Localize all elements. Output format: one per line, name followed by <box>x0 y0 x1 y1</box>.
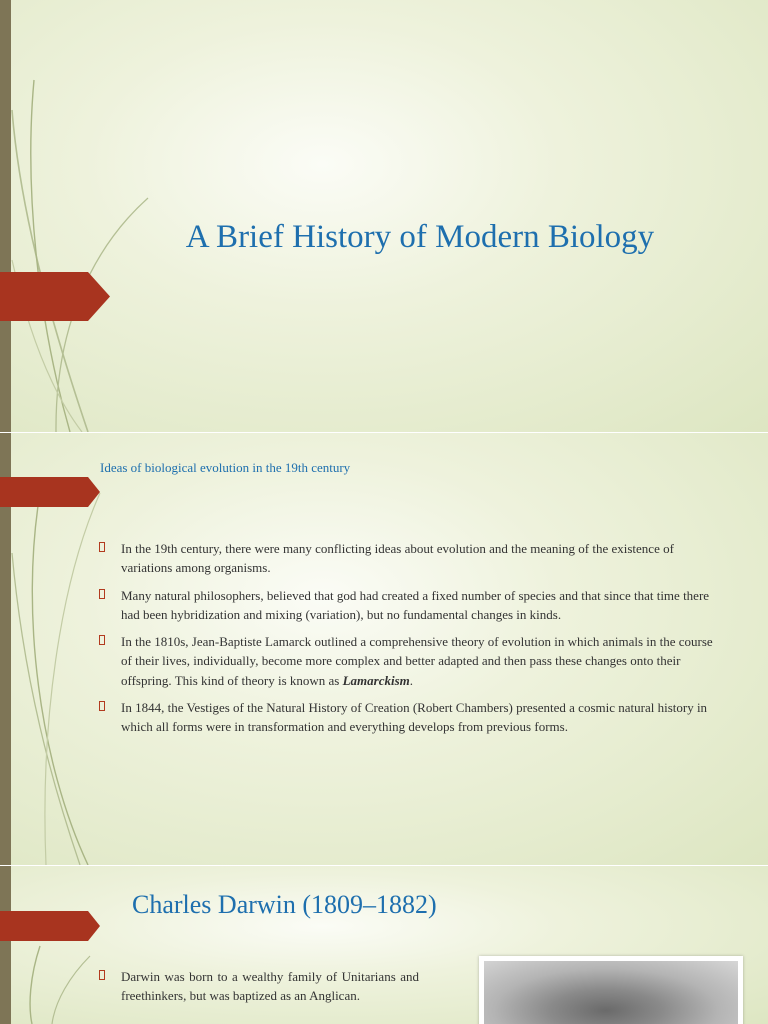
square-bullet-icon <box>99 970 105 980</box>
bullet-list <box>121 539 721 745</box>
list-item: Many natural philosophers, believed that god had created a fixed number of species and that since that time there had been hybridization and mixing (variation), but no fundamental changes in kinds. <box>121 586 721 625</box>
darwin-portrait-frame <box>479 956 743 1024</box>
slide-title-heading: A Brief History of Modern Biology <box>185 219 655 255</box>
darwin-portrait-image <box>484 961 738 1024</box>
square-bullet-icon <box>99 589 105 599</box>
list-item: In 1844, the Vestiges of the Natural History of Creation (Robert Chambers) presented a cosmic natural history in which all forms were in transformation and everything develops from previous forms. <box>121 698 721 737</box>
square-bullet-icon <box>99 542 105 552</box>
slide-charles-darwin <box>0 866 768 1024</box>
accent-tab <box>0 272 110 321</box>
slide-title <box>0 0 768 432</box>
emphasis-term: Lamarckism <box>342 672 410 688</box>
bullet-list <box>121 967 419 1006</box>
list-item: In the 19th century, there were many conflicting ideas about evolution and the meaning of the existence of variations among organisms. <box>121 539 721 578</box>
slide-evolution-ideas <box>0 433 768 865</box>
accent-tab <box>0 477 100 507</box>
list-item: In the 1810s, Jean-Baptiste Lamarck outlined a comprehensive theory of evolution in which animals in the course of their lives, individually, become more complex and better adapted and then pass these changes onto their offspring. This kind of theory is known as Lamarckism. <box>121 632 721 690</box>
decorative-swoosh-icon <box>0 0 160 432</box>
list-item: Darwin was born to a wealthy family of Unitarians and freethinkers, but was baptized as an Anglican. <box>121 967 419 1006</box>
slide-heading: Charles Darwin (1809–1882) <box>132 890 437 919</box>
square-bullet-icon <box>99 701 105 711</box>
square-bullet-icon <box>99 635 105 645</box>
accent-tab <box>0 911 100 941</box>
slide-heading: Ideas of biological evolution in the 19th century <box>100 460 351 475</box>
decorative-swoosh-icon <box>0 866 120 1024</box>
